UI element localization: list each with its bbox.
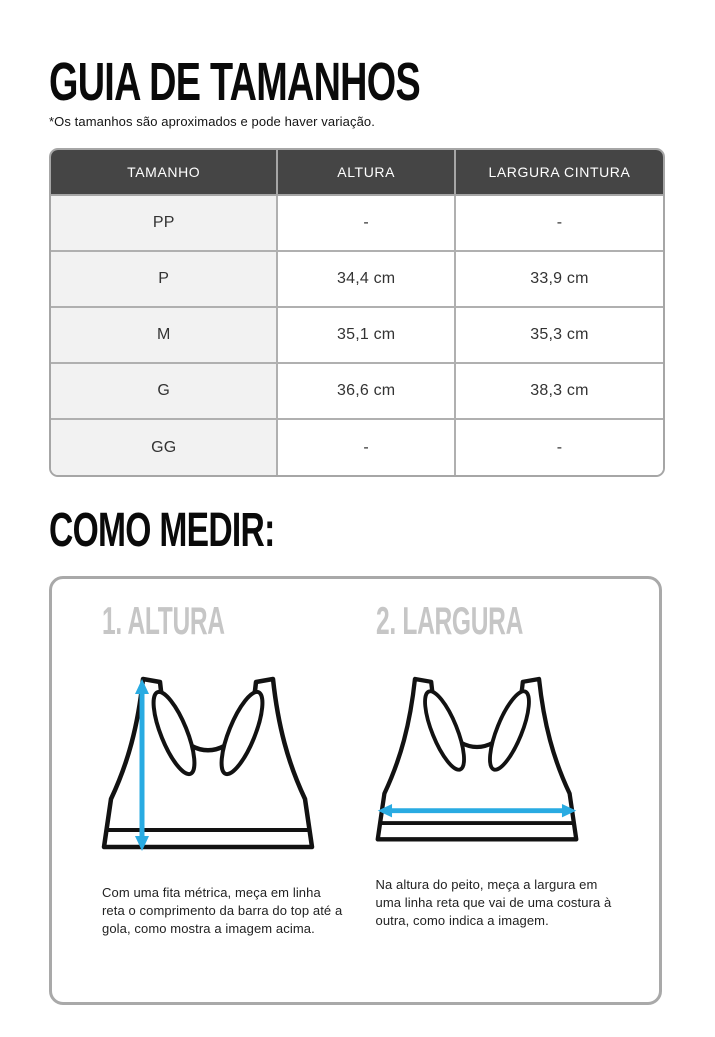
step-label-largura: 2. LARGURA (375, 600, 523, 643)
altura-cell: - (277, 419, 454, 475)
largura-cell: 38,3 cm (455, 363, 663, 419)
altura-cell: - (277, 195, 454, 251)
measure-step-altura (102, 601, 376, 1002)
sports-top-width-illustration (372, 671, 582, 853)
altura-cell: 34,4 cm (277, 251, 454, 307)
size-table-grid (51, 150, 663, 475)
col-header-tamanho: TAMANHO (51, 150, 277, 195)
step-description-altura: Com uma fita métrica, meça em linha reta o comprimento da barra do top até a gola, como mostra a imagem acima. (102, 884, 343, 936)
table-row (51, 363, 663, 419)
measure-step-largura (376, 601, 650, 1002)
size-cell: P (51, 251, 277, 307)
size-cell: G (51, 363, 277, 419)
largura-cell: - (455, 195, 663, 251)
step-description-largura: Na altura do peito, meça a largura em uma linha reta que vai de uma costura à outra, como indica a imagem. (375, 876, 612, 928)
col-header-altura: ALTURA (277, 150, 454, 195)
table-row (51, 251, 663, 307)
how-to-measure-box (49, 576, 662, 1005)
size-cell: PP (51, 195, 277, 251)
how-to-measure-title-text: COMO MEDIR: (49, 504, 275, 557)
sports-top-outline-icon (377, 679, 576, 839)
largura-cell: - (455, 419, 663, 475)
table-row (51, 307, 663, 363)
table-row (51, 419, 663, 475)
size-table (49, 148, 665, 477)
table-header-row (51, 150, 663, 195)
altura-cell: 35,1 cm (277, 307, 454, 363)
col-header-largura-cintura: LARGURA CINTURA (455, 150, 663, 195)
sports-top-height-illustration (98, 671, 318, 861)
how-to-measure-title (49, 504, 665, 557)
size-disclaimer: *Os tamanhos são aproximados e pode haver variação. (49, 114, 375, 129)
page-title-text: GUIA DE TAMANHOS (49, 52, 420, 112)
size-cell: GG (51, 419, 277, 475)
table-row (51, 195, 663, 251)
page-title (49, 52, 665, 112)
altura-cell: 36,6 cm (277, 363, 454, 419)
sports-top-outline-icon (104, 679, 312, 847)
largura-cell: 33,9 cm (455, 251, 663, 307)
step-label-altura: 1. ALTURA (102, 600, 225, 643)
largura-cell: 35,3 cm (455, 307, 663, 363)
size-cell: M (51, 307, 277, 363)
